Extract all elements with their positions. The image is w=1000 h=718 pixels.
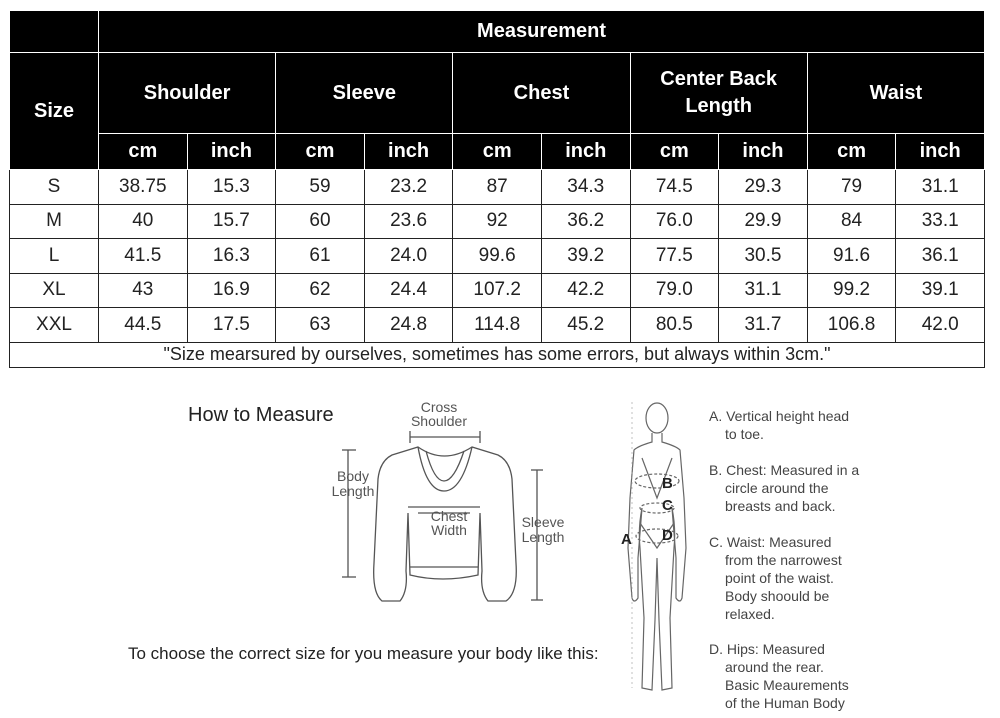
cross-shoulder-label: Cross Shoulder <box>410 399 468 429</box>
body-length-label: Body Length <box>331 468 375 499</box>
table-cell: 24.0 <box>364 239 453 274</box>
header-blank-corner <box>10 11 99 53</box>
table-cell: 23.2 <box>364 170 453 205</box>
chest-header: Chest <box>453 53 630 134</box>
note-line: D. Hips: Measured <box>709 641 825 657</box>
note-line: Basic Meaurements <box>725 677 849 693</box>
size-cell: S <box>10 170 99 205</box>
waist-header: Waist <box>807 53 984 134</box>
shoulder-header: Shoulder <box>99 53 276 134</box>
table-cell: 29.9 <box>719 204 808 239</box>
note-line: B. Chest: Measured in a <box>709 462 860 478</box>
size-chart-table <box>9 10 985 368</box>
how-to-measure-title: How to Measure <box>188 404 334 426</box>
table-cell: 15.7 <box>187 204 276 239</box>
table-cell: 23.6 <box>364 204 453 239</box>
table-row <box>10 204 985 239</box>
table-cell: 92 <box>453 204 542 239</box>
unit-header: inch <box>187 134 276 170</box>
body-head <box>646 403 668 433</box>
table-cell: 33.1 <box>896 204 985 239</box>
size-cell: XXL <box>10 308 99 343</box>
instruction-text: To choose the correct size for you measure your body like this: <box>128 644 599 663</box>
table-cell: 44.5 <box>99 308 188 343</box>
table-cell: 38.75 <box>99 170 188 205</box>
note-line: relaxed. <box>725 606 775 622</box>
table-cell: 114.8 <box>453 308 542 343</box>
note-line: around the rear. <box>725 659 824 675</box>
unit-header: cm <box>630 134 719 170</box>
sleeve-header: Sleeve <box>276 53 453 134</box>
body-marker-b: B <box>662 475 673 492</box>
note-line: C. Waist: Measured <box>709 534 832 550</box>
measurement-header: Measurement <box>99 11 985 53</box>
table-cell: 45.2 <box>541 308 630 343</box>
table-cell: 31.1 <box>896 170 985 205</box>
unit-header: cm <box>807 134 896 170</box>
table-cell: 36.1 <box>896 239 985 274</box>
unit-header: inch <box>364 134 453 170</box>
table-cell: 30.5 <box>719 239 808 274</box>
table-row <box>10 308 985 343</box>
table-footnote: "Size mearsured by ourselves, sometimes has some errors, but always within 3cm." <box>10 342 985 367</box>
table-cell: 80.5 <box>630 308 719 343</box>
note-line: A. Vertical height head <box>709 408 850 424</box>
table-cell: 59 <box>276 170 365 205</box>
unit-header: inch <box>541 134 630 170</box>
table-cell: 76.0 <box>630 204 719 239</box>
table-cell: 62 <box>276 273 365 308</box>
table-cell: 43 <box>99 273 188 308</box>
table-cell: 99.6 <box>453 239 542 274</box>
note-line: circle around the <box>725 480 829 496</box>
table-row <box>10 273 985 308</box>
table-cell: 107.2 <box>453 273 542 308</box>
table-cell: 24.4 <box>364 273 453 308</box>
size-cell: L <box>10 239 99 274</box>
note-waist <box>709 533 884 623</box>
unit-header: inch <box>719 134 808 170</box>
table-cell: 99.2 <box>807 273 896 308</box>
table-cell: 34.3 <box>541 170 630 205</box>
note-line: Body shoould be <box>725 588 830 604</box>
table-cell: 39.2 <box>541 239 630 274</box>
human-body-diagram <box>612 398 702 698</box>
unit-header: cm <box>453 134 542 170</box>
sweater-diagram <box>330 395 570 610</box>
table-cell: 84 <box>807 204 896 239</box>
table-cell: 79.0 <box>630 273 719 308</box>
sweater-outline <box>374 447 517 601</box>
table-cell: 17.5 <box>187 308 276 343</box>
table-cell: 106.8 <box>807 308 896 343</box>
table-cell: 31.7 <box>719 308 808 343</box>
size-cell: M <box>10 204 99 239</box>
unit-header: cm <box>99 134 188 170</box>
center-back-length-label: Center Back Length <box>660 68 778 117</box>
table-cell: 42.0 <box>896 308 985 343</box>
table-row <box>10 170 985 205</box>
note-line: to toe. <box>725 426 764 442</box>
table-cell: 31.1 <box>719 273 808 308</box>
table-cell: 79 <box>807 170 896 205</box>
table-cell: 77.5 <box>630 239 719 274</box>
note-line: breasts and back. <box>725 498 836 514</box>
table-cell: 63 <box>276 308 365 343</box>
note-height <box>709 407 884 443</box>
note-line: from the narrowest <box>725 552 842 568</box>
body-marker-a: A <box>621 531 632 548</box>
size-header: Size <box>10 53 99 170</box>
table-cell: 91.6 <box>807 239 896 274</box>
table-cell: 41.5 <box>99 239 188 274</box>
table-cell: 74.5 <box>630 170 719 205</box>
body-marker-d: D <box>662 527 673 544</box>
table-cell: 60 <box>276 204 365 239</box>
table-cell: 16.3 <box>187 239 276 274</box>
table-cell: 61 <box>276 239 365 274</box>
table-cell: 16.9 <box>187 273 276 308</box>
table-cell: 87 <box>453 170 542 205</box>
note-line: point of the waist. <box>725 570 834 586</box>
table-cell: 39.1 <box>896 273 985 308</box>
unit-header: cm <box>276 134 365 170</box>
note-hips <box>709 640 884 712</box>
table-cell: 36.2 <box>541 204 630 239</box>
center-back-length-header <box>630 53 807 134</box>
unit-header: inch <box>896 134 985 170</box>
table-row <box>10 239 985 274</box>
chest-width-label: Chest Width <box>430 508 468 538</box>
table-cell: 42.2 <box>541 273 630 308</box>
body-marker-c: C <box>662 497 673 514</box>
note-chest <box>709 461 884 515</box>
size-cell: XL <box>10 273 99 308</box>
note-line: of the Human Body <box>725 695 845 711</box>
sleeve-length-label: Sleeve Length <box>521 514 565 545</box>
table-cell: 29.3 <box>719 170 808 205</box>
table-cell: 40 <box>99 204 188 239</box>
table-cell: 15.3 <box>187 170 276 205</box>
table-cell: 24.8 <box>364 308 453 343</box>
